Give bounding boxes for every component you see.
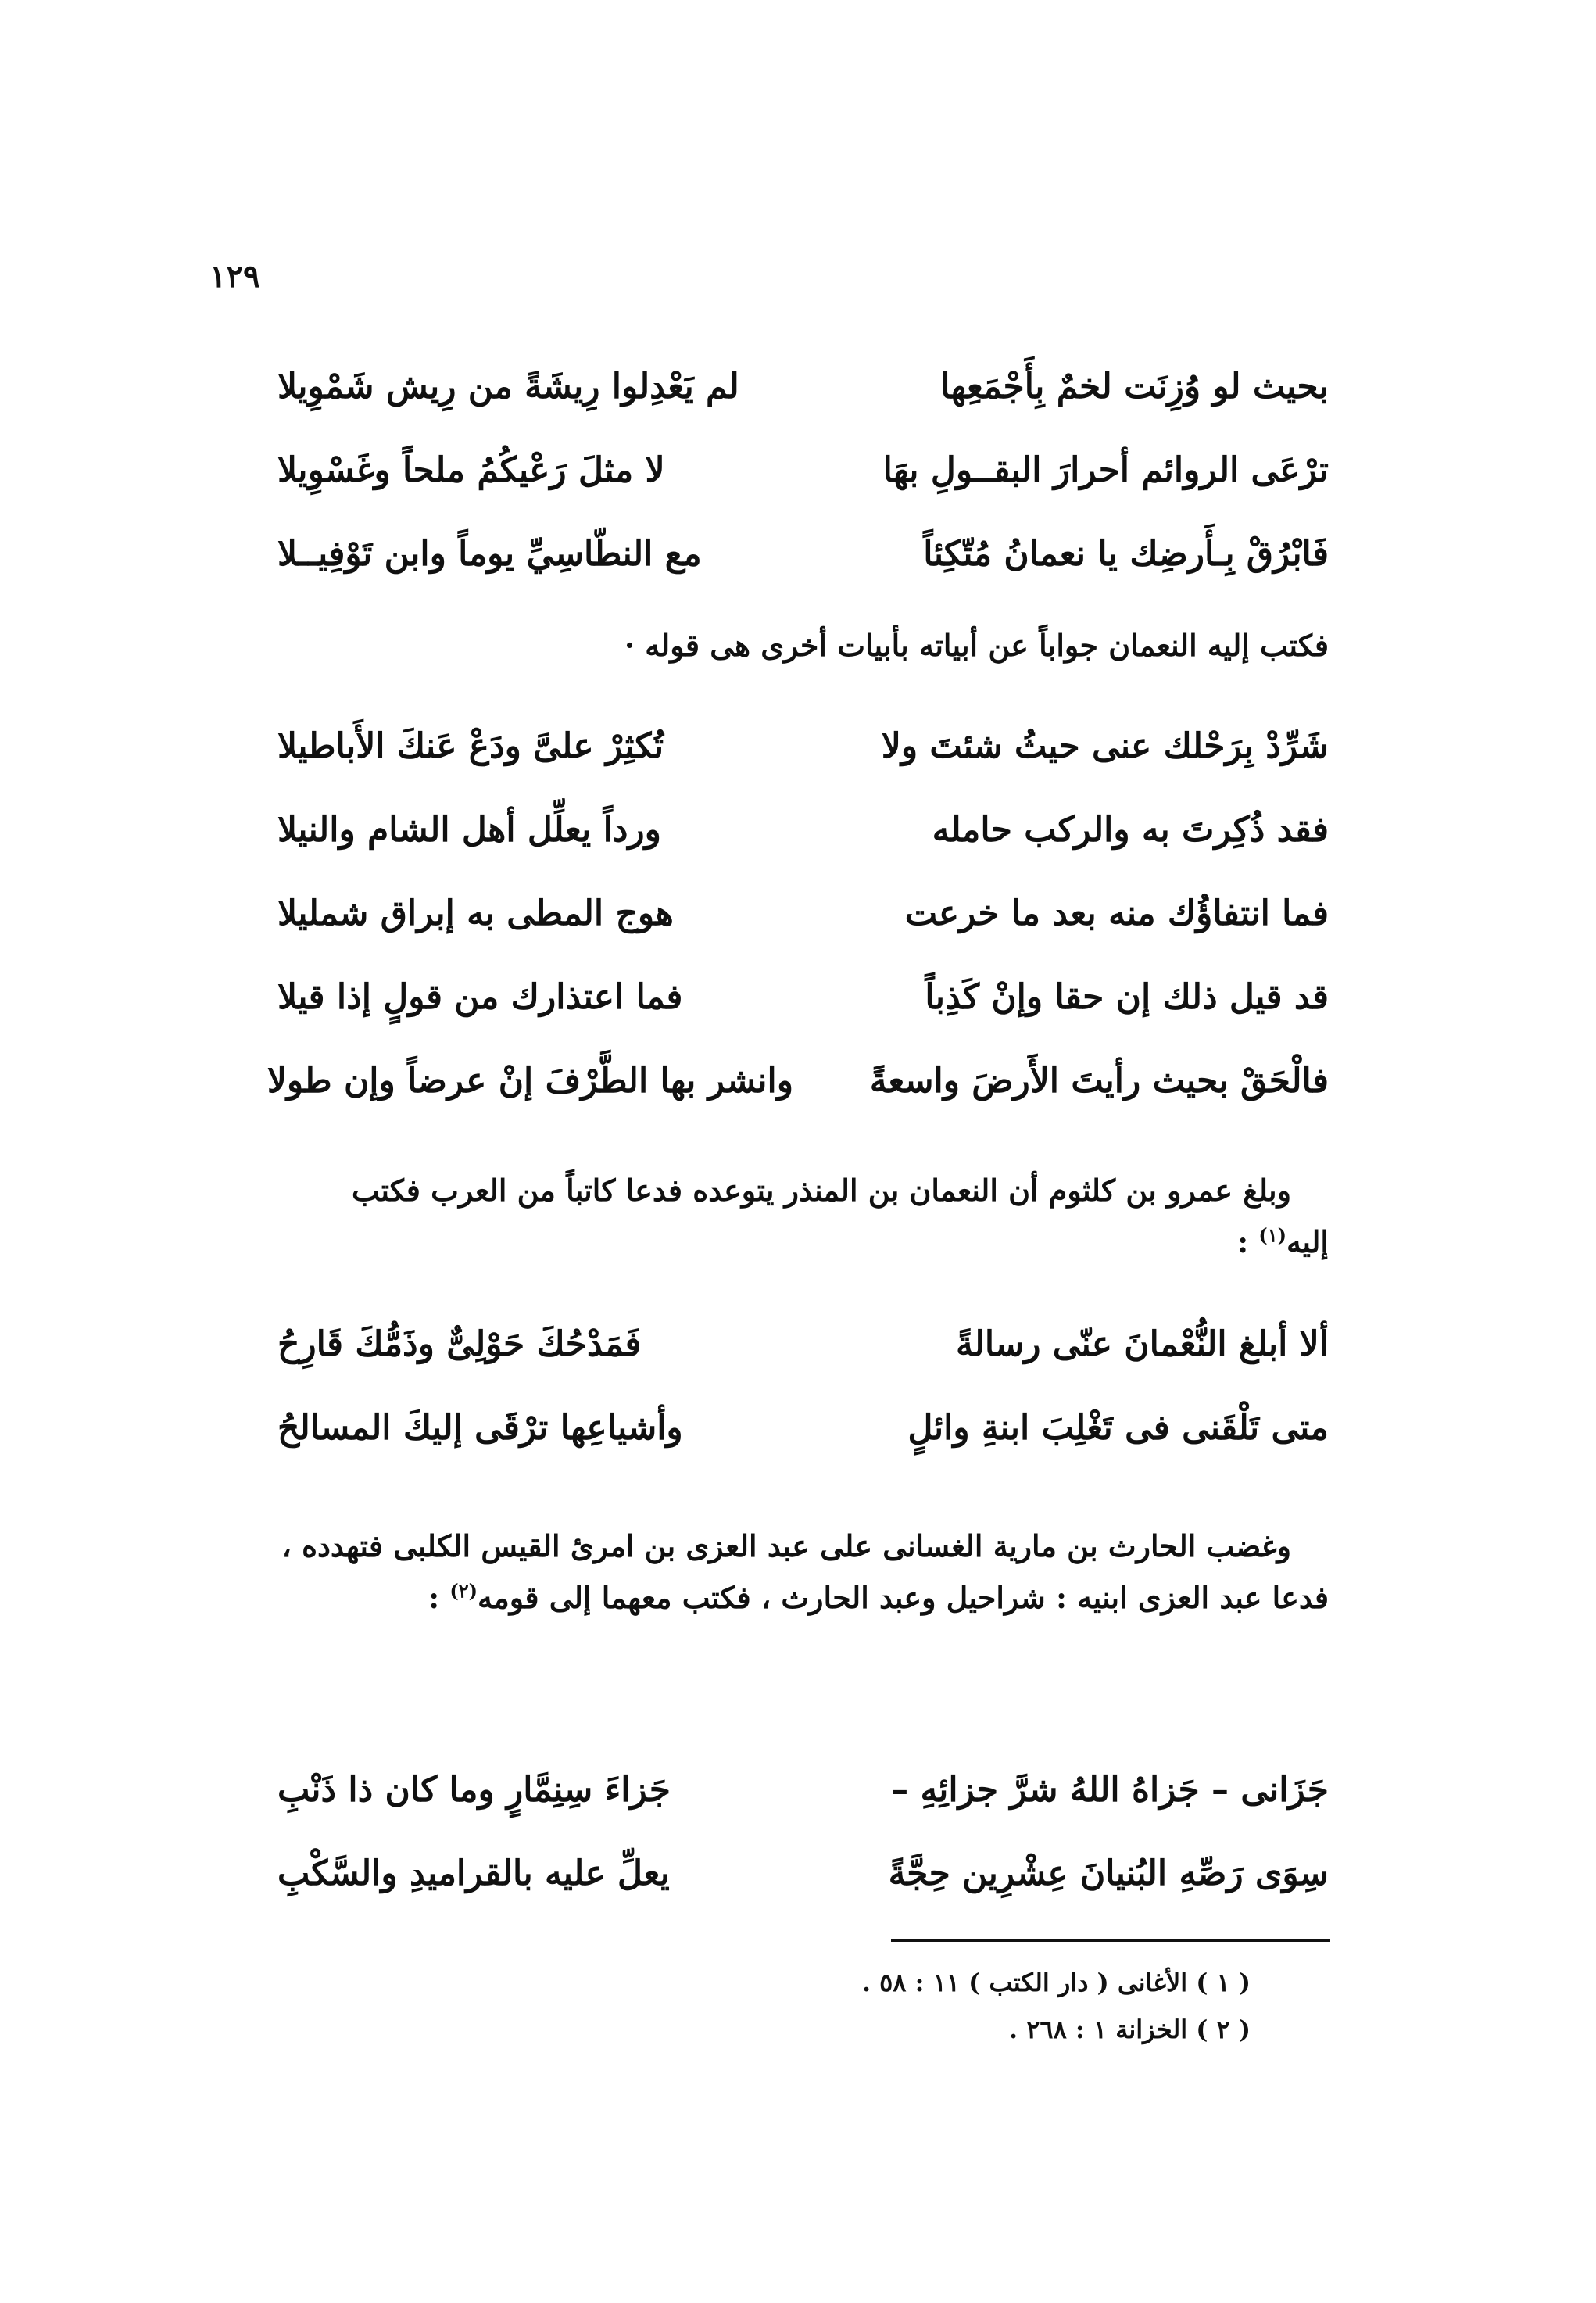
verse-line xyxy=(277,799,1329,883)
verse-line xyxy=(277,883,1329,966)
second-hemistich: فَمَدْحُكَ حَوْلِىٌّ وذَمُّكَ قَارِحُ xyxy=(277,1324,642,1364)
verse-line xyxy=(277,1313,1329,1397)
verse-line xyxy=(277,356,1329,439)
poem-2 xyxy=(267,715,1329,1134)
first-hemistich: قد قيل ذلك إن حقا وإنْ كَذِباً xyxy=(925,977,1329,1017)
footnote-1: ( ١ ) الأغانى ( دار الكتب ) ١١ : ٥٨ . xyxy=(861,1968,1251,1997)
second-hemistich: تُكثِرْ علىَّ ودَعْ عَنكَ الأَباطيلا xyxy=(277,726,664,766)
first-hemistich: جَزَانى – جَزاهُ اللهُ شرَّ جزائِهِ – xyxy=(891,1770,1329,1810)
first-hemistich: فالْحَقْ بحيث رأيتَ الأَرضَ واسعةً xyxy=(869,1061,1329,1101)
second-hemistich: ورداً يعلِّل أهل الشام والنيلا xyxy=(277,810,661,850)
first-hemistich: ألا أبلغ النُّعْمانَ عنّى رسالةً xyxy=(955,1324,1329,1364)
prose-text xyxy=(277,1520,1329,1624)
second-hemistich: مع النطّاسِيِّ يوماً وابن تَوْفِيــلا xyxy=(277,534,702,574)
verse-line xyxy=(277,439,1329,523)
footnote-marker: (١) xyxy=(1258,1223,1287,1247)
second-hemistich: هوج المطى به إبراق شمليلا xyxy=(277,894,674,933)
first-hemistich: بحيث لو وُزِنَت لخمٌ بِأَجْمَعِها xyxy=(940,367,1329,407)
prose-colon: : xyxy=(1237,1224,1259,1259)
first-hemistich: ترْعَى الروائم أحرارَ البقــولِ بهَا xyxy=(882,450,1329,490)
poem-1 xyxy=(277,356,1329,607)
verse-line xyxy=(277,1397,1329,1481)
verse-line xyxy=(277,1759,1329,1843)
first-hemistich: فما انتفاؤُك منه بعد ما خرعت xyxy=(904,894,1329,933)
prose-text xyxy=(277,1165,1329,1268)
second-hemistich: وانشر بها الطَّرْفَ إنْ عرضاً وإن طولا xyxy=(267,1061,793,1101)
prose-body: وغضب الحارث بن مارية الغسانى على عبد العزى بن امرئ القيس الكلبى فتهدده ، فدعا عبد العزى ابنيه : شراحيل وعبد الحارث ، فكتب معهما إلى قومه xyxy=(281,1528,1329,1615)
verse-line xyxy=(277,966,1329,1050)
verse-line xyxy=(277,715,1329,799)
second-hemistich: وأشياعِها ترْقَى إليكَ المسالحُ xyxy=(277,1408,683,1448)
second-hemistich: لا مثلَ رَعْيكُمُ ملحاً وغَسْوِيلا xyxy=(277,450,665,490)
prose-paragraph-2 xyxy=(277,1165,1329,1268)
poem-3 xyxy=(277,1313,1329,1481)
footnote-marker: (٢) xyxy=(449,1579,478,1603)
first-hemistich: فقد ذُكِرتَ به والركب حامله xyxy=(932,810,1329,850)
verse-line xyxy=(277,1843,1329,1926)
second-hemistich: فما اعتذارك من قولٍ إذا قيلا xyxy=(277,977,683,1017)
verse-line xyxy=(267,1050,1329,1134)
footnotes xyxy=(703,1959,1251,2053)
prose-text: فكتب إليه النعمان جواباً عن أبياته بأبيات أخرى هى قوله · xyxy=(624,628,1329,663)
first-hemistich: متى تَلْقَنى فى تَغْلِبَ ابنةِ وائلٍ xyxy=(907,1408,1329,1448)
first-hemistich: شَرِّدْ بِرَحْلك عنى حيثُ شئتَ ولا xyxy=(881,726,1329,766)
first-hemistich: سِوَى رَصِّهِ البُنيانَ عِشْرِين حِجَّةً xyxy=(888,1854,1329,1893)
poem-4 xyxy=(277,1759,1329,1926)
prose-body: وبلغ عمرو بن كلثوم أن النعمان بن المنذر يتوعده فدعا كاتباً من العرب فكتب إليه xyxy=(352,1173,1329,1259)
footnote-2: ( ٢ ) الخزانة ١ : ٢٦٨ . xyxy=(1008,2015,1251,2044)
second-hemistich: يعلِّ عليه بالقراميدِ والسَّكْبِ xyxy=(277,1854,670,1893)
prose-paragraph-3 xyxy=(277,1520,1329,1624)
first-hemistich: فَابْرُقْ بِـأَرضِك يا نعمانُ مُتّكِئاً xyxy=(923,534,1329,574)
footnote-divider xyxy=(891,1939,1330,1942)
prose-paragraph-1 xyxy=(277,620,1329,672)
page-number: ١٢٩ xyxy=(209,258,260,295)
verse-line xyxy=(277,523,1329,607)
prose-colon: : xyxy=(428,1580,450,1615)
second-hemistich: لم يَعْدِلوا رِيشَةً من رِيش شَمْوِيلا xyxy=(277,367,739,407)
second-hemistich: جَزاءَ سِنِمَّارٍ وما كان ذا ذَنْبِ xyxy=(277,1770,671,1810)
